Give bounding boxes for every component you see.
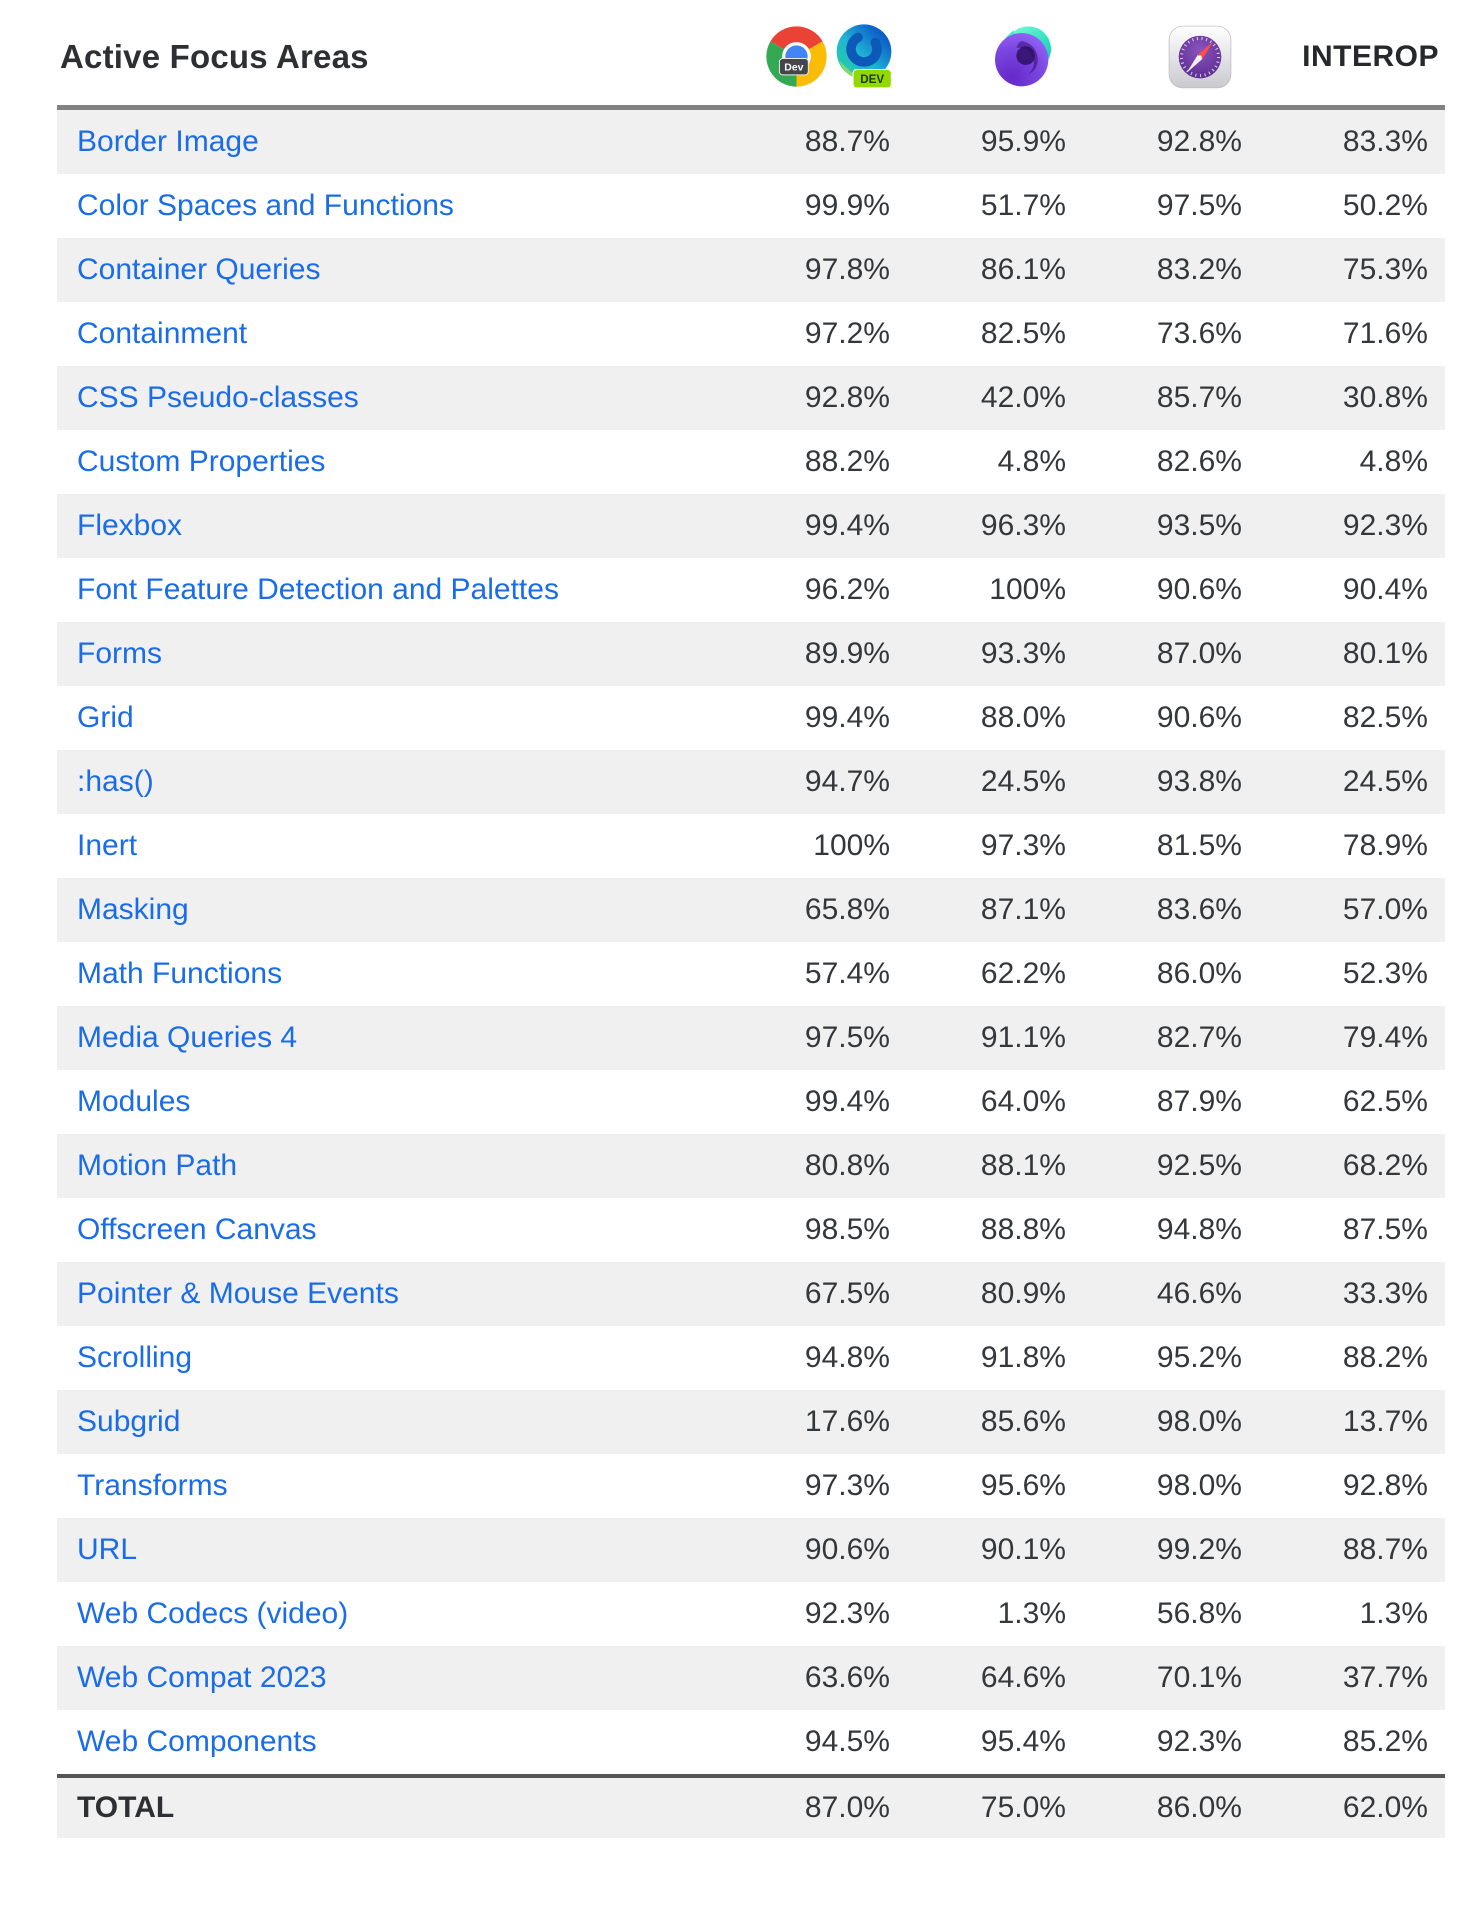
score-interop: 80.1% xyxy=(1342,637,1428,670)
score-interop: 83.3% xyxy=(1342,125,1428,158)
score-firefox: 95.6% xyxy=(980,1469,1066,1502)
focus-area-cell xyxy=(57,1149,724,1183)
score-safari: 92.8% xyxy=(1156,125,1242,158)
score-chrome: 97.2% xyxy=(804,317,890,350)
score-firefox: 88.8% xyxy=(980,1213,1066,1246)
focus-area-cell xyxy=(57,1725,724,1759)
safari-technology-preview-icon xyxy=(1167,24,1233,90)
score-safari: 86.0% xyxy=(1156,957,1242,990)
focus-area-link[interactable]: Math Functions xyxy=(77,957,283,990)
score-firefox: 87.1% xyxy=(980,893,1066,926)
focus-area-cell xyxy=(57,1341,724,1375)
score-safari: 87.9% xyxy=(1156,1085,1242,1118)
score-interop: 24.5% xyxy=(1342,765,1428,798)
score-chrome: 67.5% xyxy=(804,1277,890,1310)
table-row xyxy=(57,1262,1445,1326)
focus-area-link[interactable]: Custom Properties xyxy=(77,445,326,478)
focus-area-link[interactable]: Modules xyxy=(77,1085,191,1118)
table-row xyxy=(57,1454,1445,1518)
focus-area-cell xyxy=(57,1277,724,1311)
table-row xyxy=(57,1198,1445,1262)
focus-area-link[interactable]: Forms xyxy=(77,637,162,670)
score-interop: 88.7% xyxy=(1342,1533,1428,1566)
focus-area-link[interactable]: Pointer & Mouse Events xyxy=(77,1277,399,1310)
score-safari: 93.8% xyxy=(1156,765,1242,798)
score-firefox: 64.6% xyxy=(980,1661,1066,1694)
column-header-chrome-edge xyxy=(724,23,900,90)
table-row xyxy=(57,174,1445,238)
score-interop: 52.3% xyxy=(1342,957,1428,990)
focus-area-link[interactable]: Web Compat 2023 xyxy=(77,1661,327,1694)
table-row xyxy=(57,1518,1445,1582)
focus-area-link[interactable]: Web Codecs (video) xyxy=(77,1597,349,1630)
table-row xyxy=(57,1646,1445,1710)
score-chrome: 97.8% xyxy=(804,253,890,286)
table-row xyxy=(57,1006,1445,1070)
score-safari: 92.5% xyxy=(1156,1149,1242,1182)
focus-area-cell xyxy=(57,317,724,351)
score-firefox: 93.3% xyxy=(980,637,1066,670)
total-score-safari: 86.0% xyxy=(1156,1791,1242,1824)
score-firefox: 88.0% xyxy=(980,701,1066,734)
focus-area-cell xyxy=(57,1597,724,1631)
focus-area-link[interactable]: Container Queries xyxy=(77,253,321,286)
total-score-chrome: 87.0% xyxy=(804,1791,890,1824)
table-row xyxy=(57,1390,1445,1454)
focus-area-cell xyxy=(57,509,724,543)
focus-area-cell xyxy=(57,893,724,927)
score-safari: 83.2% xyxy=(1156,253,1242,286)
score-chrome: 57.4% xyxy=(804,957,890,990)
score-chrome: 99.4% xyxy=(804,701,890,734)
focus-area-cell xyxy=(57,125,724,159)
score-interop: 57.0% xyxy=(1342,893,1428,926)
score-chrome: 88.2% xyxy=(804,445,890,478)
focus-area-cell xyxy=(57,1533,724,1567)
focus-area-link[interactable]: URL xyxy=(77,1533,138,1566)
focus-area-link[interactable]: Inert xyxy=(77,829,138,862)
focus-area-link[interactable]: :has() xyxy=(77,765,154,798)
page-title: Active Focus Areas xyxy=(60,37,369,75)
edge-dev-icon xyxy=(831,23,897,90)
score-chrome: 88.7% xyxy=(804,125,890,158)
table-row xyxy=(57,1582,1445,1646)
focus-area-cell xyxy=(57,1661,724,1695)
score-interop: 33.3% xyxy=(1342,1277,1428,1310)
score-safari: 93.5% xyxy=(1156,509,1242,542)
score-interop: 90.4% xyxy=(1342,573,1428,606)
edge-dev-badge: DEV xyxy=(860,73,885,87)
score-interop: 88.2% xyxy=(1342,1341,1428,1374)
table-header xyxy=(57,0,1445,110)
score-firefox: 90.1% xyxy=(980,1533,1066,1566)
score-chrome: 17.6% xyxy=(804,1405,890,1438)
score-interop: 1.3% xyxy=(1359,1597,1428,1630)
score-safari: 92.3% xyxy=(1156,1725,1242,1758)
score-chrome: 99.9% xyxy=(804,189,890,222)
score-interop: 68.2% xyxy=(1342,1149,1428,1182)
score-safari: 90.6% xyxy=(1156,701,1242,734)
score-chrome: 94.7% xyxy=(804,765,890,798)
focus-area-cell xyxy=(57,189,724,223)
score-chrome: 96.2% xyxy=(804,573,890,606)
focus-area-cell xyxy=(57,1213,724,1247)
focus-area-cell xyxy=(57,637,724,671)
score-firefox: 24.5% xyxy=(980,765,1066,798)
focus-area-cell xyxy=(57,381,724,415)
table-row xyxy=(57,1710,1445,1774)
score-chrome: 97.3% xyxy=(804,1469,890,1502)
chrome-dev-icon xyxy=(765,25,828,88)
focus-area-link[interactable]: Containment xyxy=(77,317,248,350)
score-safari: 94.8% xyxy=(1156,1213,1242,1246)
focus-area-link[interactable]: Offscreen Canvas xyxy=(77,1213,317,1246)
table-row xyxy=(57,622,1445,686)
focus-area-cell xyxy=(57,701,724,735)
score-chrome: 94.8% xyxy=(804,1341,890,1374)
focus-area-cell xyxy=(57,1021,724,1055)
score-safari: 97.5% xyxy=(1156,189,1242,222)
table-row xyxy=(57,494,1445,558)
total-score-interop: 62.0% xyxy=(1342,1791,1428,1824)
score-interop: 75.3% xyxy=(1342,253,1428,286)
focus-area-link[interactable]: Color Spaces and Functions xyxy=(77,189,454,222)
focus-area-cell xyxy=(57,1405,724,1439)
score-chrome: 100% xyxy=(813,829,890,862)
focus-areas-table xyxy=(57,0,1445,1838)
score-chrome: 65.8% xyxy=(804,893,890,926)
score-interop: 71.6% xyxy=(1342,317,1428,350)
score-safari: 85.7% xyxy=(1156,381,1242,414)
score-safari: 82.7% xyxy=(1156,1021,1242,1054)
score-firefox: 88.1% xyxy=(980,1149,1066,1182)
score-chrome: 99.4% xyxy=(804,1085,890,1118)
focus-area-link[interactable]: CSS Pseudo-classes xyxy=(77,381,359,414)
focus-area-link[interactable]: Scrolling xyxy=(77,1341,193,1374)
score-firefox: 96.3% xyxy=(980,509,1066,542)
score-chrome: 63.6% xyxy=(804,1661,890,1694)
chrome-dev-badge: Dev xyxy=(784,61,804,74)
score-interop: 92.3% xyxy=(1342,509,1428,542)
score-firefox: 62.2% xyxy=(980,957,1066,990)
column-header-firefox xyxy=(900,25,1076,89)
score-safari: 46.6% xyxy=(1156,1277,1242,1310)
score-safari: 70.1% xyxy=(1156,1661,1242,1694)
table-row xyxy=(57,110,1445,174)
score-chrome: 97.5% xyxy=(804,1021,890,1054)
score-chrome: 98.5% xyxy=(804,1213,890,1246)
score-safari: 90.6% xyxy=(1156,573,1242,606)
table-row xyxy=(57,1326,1445,1390)
score-firefox: 64.0% xyxy=(980,1085,1066,1118)
score-interop: 92.8% xyxy=(1342,1469,1428,1502)
score-safari: 98.0% xyxy=(1156,1469,1242,1502)
table-row xyxy=(57,302,1445,366)
table-row xyxy=(57,558,1445,622)
score-safari: 95.2% xyxy=(1156,1341,1242,1374)
score-safari: 99.2% xyxy=(1156,1533,1242,1566)
score-interop: 4.8% xyxy=(1359,445,1428,478)
score-firefox: 4.8% xyxy=(997,445,1066,478)
focus-area-cell xyxy=(57,445,724,479)
table-row xyxy=(57,750,1445,814)
focus-area-link[interactable]: Motion Path xyxy=(77,1149,238,1182)
focus-area-cell xyxy=(57,1469,724,1503)
table-row xyxy=(57,942,1445,1006)
total-label: TOTAL xyxy=(77,1791,175,1824)
score-firefox: 95.9% xyxy=(980,125,1066,158)
score-firefox: 100% xyxy=(989,573,1066,606)
table-row xyxy=(57,686,1445,750)
focus-area-link[interactable]: Grid xyxy=(77,701,134,734)
score-firefox: 91.1% xyxy=(980,1021,1066,1054)
score-chrome: 80.8% xyxy=(804,1149,890,1182)
score-interop: 13.7% xyxy=(1342,1405,1428,1438)
total-score-firefox: 75.0% xyxy=(980,1791,1066,1824)
focus-area-link[interactable]: Web Components xyxy=(77,1725,317,1758)
focus-area-link[interactable]: Flexbox xyxy=(77,509,183,542)
score-chrome: 99.4% xyxy=(804,509,890,542)
table-row xyxy=(57,1070,1445,1134)
focus-area-link[interactable]: Media Queries 4 xyxy=(77,1021,298,1054)
score-interop: 30.8% xyxy=(1342,381,1428,414)
score-safari: 82.6% xyxy=(1156,445,1242,478)
focus-area-link[interactable]: Font Feature Detection and Palettes xyxy=(77,573,559,606)
table-row xyxy=(57,878,1445,942)
column-header-safari xyxy=(1076,24,1252,90)
table-row xyxy=(57,430,1445,494)
score-safari: 83.6% xyxy=(1156,893,1242,926)
score-interop: 87.5% xyxy=(1342,1213,1428,1246)
score-chrome: 92.8% xyxy=(804,381,890,414)
focus-area-cell xyxy=(57,573,724,607)
score-firefox: 51.7% xyxy=(980,189,1066,222)
score-firefox: 86.1% xyxy=(980,253,1066,286)
firefox-nightly-icon xyxy=(991,25,1055,89)
focus-table-body xyxy=(57,110,1445,1774)
table-row xyxy=(57,1134,1445,1198)
score-firefox: 1.3% xyxy=(997,1597,1066,1630)
focus-area-link[interactable]: Subgrid xyxy=(77,1405,181,1438)
focus-area-cell xyxy=(57,765,724,799)
score-safari: 81.5% xyxy=(1156,829,1242,862)
total-row xyxy=(57,1774,1445,1838)
score-chrome: 94.5% xyxy=(804,1725,890,1758)
column-header-interop: INTEROP xyxy=(1302,39,1439,73)
focus-area-link[interactable]: Transforms xyxy=(77,1469,228,1502)
score-safari: 98.0% xyxy=(1156,1405,1242,1438)
score-firefox: 85.6% xyxy=(980,1405,1066,1438)
score-firefox: 91.8% xyxy=(980,1341,1066,1374)
score-interop: 78.9% xyxy=(1342,829,1428,862)
score-safari: 73.6% xyxy=(1156,317,1242,350)
focus-area-link[interactable]: Masking xyxy=(77,893,189,926)
score-chrome: 89.9% xyxy=(804,637,890,670)
focus-area-cell xyxy=(57,253,724,287)
score-interop: 79.4% xyxy=(1342,1021,1428,1054)
score-firefox: 97.3% xyxy=(980,829,1066,862)
score-firefox: 95.4% xyxy=(980,1725,1066,1758)
table-row xyxy=(57,238,1445,302)
score-firefox: 80.9% xyxy=(980,1277,1066,1310)
focus-area-cell xyxy=(57,957,724,991)
score-firefox: 42.0% xyxy=(980,381,1066,414)
score-interop: 85.2% xyxy=(1342,1725,1428,1758)
focus-area-cell xyxy=(57,829,724,863)
score-interop: 62.5% xyxy=(1342,1085,1428,1118)
score-interop: 50.2% xyxy=(1342,189,1428,222)
score-chrome: 90.6% xyxy=(804,1533,890,1566)
focus-area-link[interactable]: Border Image xyxy=(77,125,259,158)
score-interop: 37.7% xyxy=(1342,1661,1428,1694)
table-row xyxy=(57,814,1445,878)
score-chrome: 92.3% xyxy=(804,1597,890,1630)
focus-area-cell xyxy=(57,1085,724,1119)
table-row xyxy=(57,366,1445,430)
score-safari: 56.8% xyxy=(1156,1597,1242,1630)
score-safari: 87.0% xyxy=(1156,637,1242,670)
score-interop: 82.5% xyxy=(1342,701,1428,734)
score-firefox: 82.5% xyxy=(980,317,1066,350)
